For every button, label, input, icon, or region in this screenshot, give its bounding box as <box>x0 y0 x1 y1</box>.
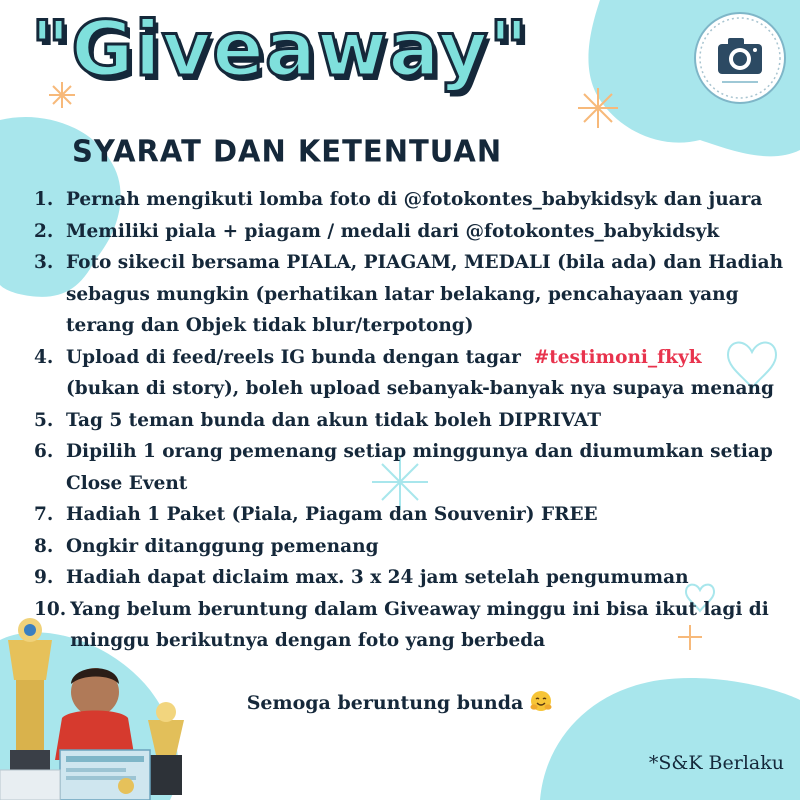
terms-apply-note: *S&K Berlaku <box>648 752 784 774</box>
closing-message <box>0 690 800 719</box>
camera-logo-icon <box>692 10 788 106</box>
rule-number: 2. <box>34 220 54 242</box>
rule-item <box>34 247 784 342</box>
rule-text: Hadiah dapat diclaim max. 3 x 24 jam setelah pengumuman <box>66 567 689 588</box>
rule-text: Pernah mengikuti lomba foto di @fotokontes_babykidsyk dan juara <box>66 189 763 210</box>
rule-item <box>34 531 784 563</box>
closing-text: Semoga beruntung bunda <box>246 692 524 714</box>
rule-text <box>62 342 784 405</box>
rule-item <box>34 216 784 248</box>
rule-number: 8. <box>34 535 54 557</box>
terms-heading: SYARAT DAN KETENTUAN <box>72 133 503 169</box>
sparkle-star-icon <box>578 88 618 128</box>
rules-list <box>34 184 784 657</box>
rule-number: 7. <box>34 504 54 525</box>
rule-number: 9. <box>34 567 54 588</box>
medal-icon <box>118 778 134 794</box>
hugging-face-emoji-icon <box>529 690 553 719</box>
rule-number: 5. <box>34 409 54 431</box>
rule-text-part: Upload di feed/reels IG bunda dengan tagar <box>66 346 521 368</box>
rule-number: 6. <box>34 441 54 462</box>
rule-item <box>34 342 784 405</box>
rule-item <box>34 405 784 437</box>
rule-text: Dipilih 1 orang pemenang setiap minggunya dan diumumkan setiap Close Event <box>66 441 773 494</box>
rule-text: Ongkir ditanggung pemenang <box>66 535 379 557</box>
rule-text: Foto sikecil bersama PIALA, PIAGAM, MEDALI (bila ada) dan Hadiah sebagus mungkin (perhatikan latar belakang, pencahayaan yang terang dan Objek tidak blur/terpotong) <box>66 252 784 336</box>
rule-text: Hadiah 1 Paket (Piala, Piagam dan Souvenir) FREE <box>66 504 598 525</box>
rule-item <box>34 184 784 216</box>
rule-item <box>34 562 784 594</box>
hashtag: #testimoni_fkyk <box>533 346 702 368</box>
rule-text: Yang belum beruntung dalam Giveaway minggu ini bisa ikut lagi di minggu berikutnya dengan foto yang berbeda <box>70 598 769 651</box>
rule-item <box>34 436 784 499</box>
rule-number: 3. <box>34 252 54 273</box>
rule-number: 10. <box>34 598 67 620</box>
rule-text-part: (bukan di story), boleh upload sebanyak-banyak nya supaya menang <box>66 378 774 399</box>
rule-text: Memiliki piala + piagam / medali dari @fotokontes_babykidsyk <box>66 220 720 242</box>
rule-number: 4. <box>34 346 54 368</box>
rule-item <box>34 499 784 531</box>
rule-number: 1. <box>34 189 54 210</box>
rule-text: Tag 5 teman bunda dan akun tidak boleh DIPRIVAT <box>66 409 601 431</box>
poster-title: "Giveaway" <box>30 4 530 93</box>
